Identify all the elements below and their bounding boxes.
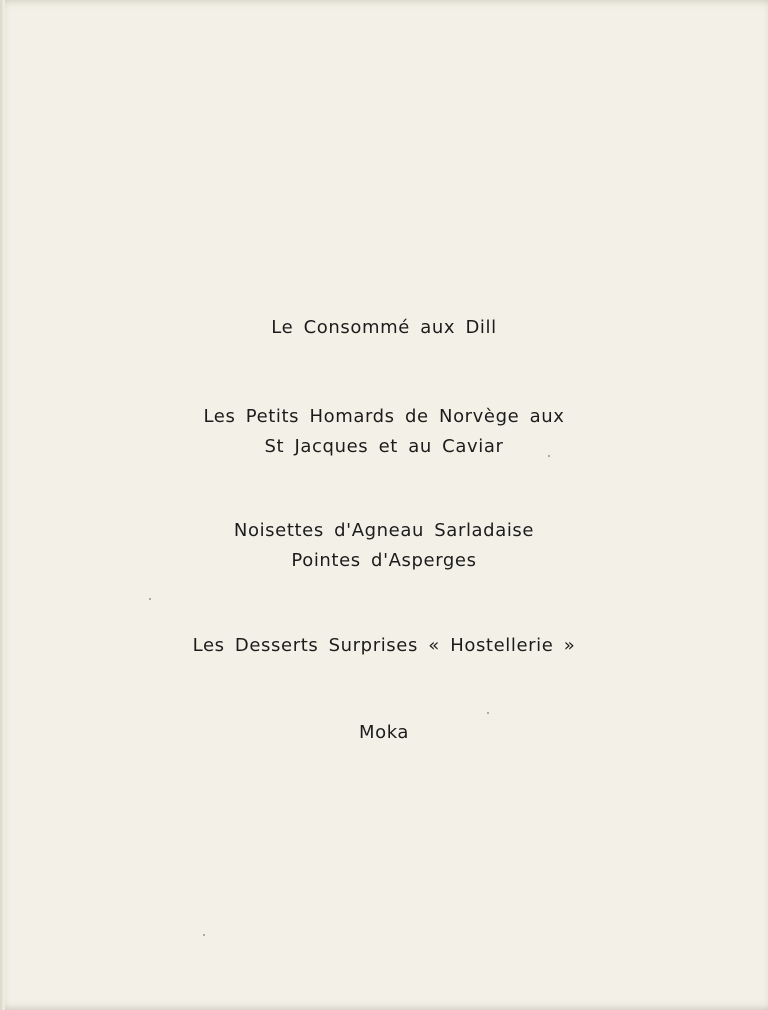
paper-speck [149, 598, 151, 600]
menu-course-lamb [0, 516, 768, 576]
course-line: Noisettes d'Agneau Sarladaise [233, 520, 535, 541]
course-line: Les Petits Homards de Norvège aux [203, 406, 565, 427]
course-line: Les Desserts Surprises « Hostellerie » [192, 635, 576, 656]
menu-course-soup [0, 313, 768, 343]
course-line: Le Consommé aux Dill [271, 317, 497, 338]
course-line: Pointes d'Asperges [291, 550, 477, 571]
menu-course-lobster [0, 402, 768, 462]
paper-speck [203, 934, 205, 936]
paper-speck [487, 712, 489, 714]
page-edge-shadow [0, 0, 5, 1010]
paper-speck [548, 455, 550, 457]
course-line: Moka [358, 722, 410, 743]
menu-course-desserts [0, 631, 768, 661]
menu-course-coffee [0, 718, 768, 748]
course-line: St Jacques et au Caviar [264, 436, 504, 457]
